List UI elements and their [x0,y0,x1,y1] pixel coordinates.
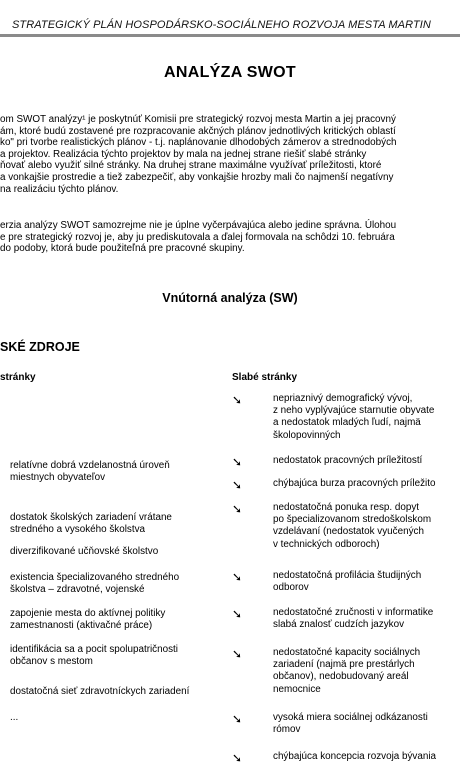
item-line: chýbajúca koncepcia rozvoja bývania [273,751,437,762]
arrow-bullet-icon: ➘ [232,751,243,765]
strength-item [10,686,189,698]
sub-heading: SKÉ ZDROJE [0,340,80,354]
header-rule [0,34,460,37]
item-line: z neho vyplývajúce starnutie obyvate [273,405,435,417]
item-line: vysoká miera sociálnej odkázanosti [273,712,428,723]
weakness-item [273,570,421,594]
item-line: zariadení (najmä pre prestárlych [273,659,415,671]
strength-item [10,512,172,536]
intro-paragraph-2 [0,220,460,255]
weakness-item [273,455,422,467]
item-line: existencia špecializovaného stredného [10,572,180,583]
item-line: občanov), nedobudovaný areál [273,671,409,683]
item-line: nedostatočné zručnosti v informatike [273,607,434,618]
strength-item [10,644,178,668]
weakness-item [273,502,431,551]
paragraph-line: ám, ktoré budú zostavené pre rozpracovanie akčných plánov jednotlivých kritických oblastí [0,125,396,137]
item-line: ... [10,712,19,723]
arrow-bullet-icon: ➘ [232,647,243,661]
section-heading: Vnútorná analýza (SW) [162,291,298,305]
paragraph-line: e pre strategický rozvoj je, aby ju prediskutovala a ďalej formovala na schôdzi 10. februára [0,231,395,243]
strength-item [10,546,158,558]
item-line: relatívne dobrá vzdelanostná úroveň [10,460,170,471]
item-line: nemocnice [273,683,321,695]
arrow-bullet-icon: ➘ [232,455,243,469]
weakness-item [273,478,435,490]
weakness-item [273,751,436,763]
item-line: zapojenie mesta do aktívnej politiky [10,608,166,619]
arrow-bullet-icon: ➘ [232,393,243,407]
item-line: miestnych obyvateľov [10,472,106,484]
strengths-header: stránky [0,372,36,383]
item-line: nedostatočné kapacity sociálnych [273,647,421,658]
paragraph-line: a projektov. Realizácia týchto projektov by mala na jednej strane riešiť slabé stránky [0,148,367,160]
arrow-bullet-icon: ➘ [232,478,243,492]
weakness-item [273,712,428,736]
paragraph-line: erzia analýzy SWOT samozrejme nie je úplne vyčerpávajúca alebo jedine správna. Úlohou [0,220,397,231]
item-line: stredného a vysokého školstva [10,524,146,536]
arrow-bullet-icon: ➘ [232,607,243,621]
item-line: slabá znalosť cudzích jazykov [273,619,405,631]
arrow-bullet-icon: ➘ [232,570,243,584]
arrow-bullet-icon: ➘ [232,712,243,726]
weakness-item [273,647,420,696]
item-line: nepriaznivý demografický vývoj, [273,393,413,404]
item-line: diverzifikované učňovské školstvo [10,546,159,557]
paragraph-line: om SWOT analýzy¹ je poskytnúť Komisii pre strategický rozvoj mesta Martin a jej pracovný [0,114,396,125]
document-title: ANALÝZA SWOT [164,64,296,81]
item-line: nedostatočná profilácia študijných [273,570,422,581]
item-line: občanov s mestom [10,656,93,668]
item-line: dostatočná sieť zdravotníckych zariadení [10,686,190,697]
strength-item [10,608,165,632]
item-line: nedostatočná ponuka resp. dopyt [273,502,420,513]
strength-item [10,460,170,484]
item-line: nedostatok pracovných príležitostí [273,455,423,466]
arrow-bullet-icon: ➘ [232,502,243,516]
item-line: rómov [273,724,301,736]
paragraph-line: na realizáciu týchto plánov. [0,183,119,195]
item-line: zamestnanosti (aktivačné práce) [10,620,153,632]
weakness-item [273,607,433,631]
item-line: po špecializovanom stredoškolskom [273,514,432,526]
item-line: odborov [273,582,309,594]
item-line: identifikácia sa a pocit spolupatričnosti [10,644,178,655]
intro-paragraph-1 [0,114,460,195]
strength-item [10,572,179,596]
paragraph-line: ko" pri tvorbe realistických plánov - t.j. naplánovanie dlhodobých zámerov a strednodobých [0,137,397,149]
weaknesses-header: Slabé stránky [232,372,298,383]
paragraph-line: ňovať alebo využiť silné stránky. Na druhej strane maximálne využívať príležitosti, ktoré [0,160,382,172]
paragraph-line: a vonkajšie prostredie a tiež zabezpečiť, aby vonkajšie hrozby mali čo najmenší negatívny [0,171,394,183]
weakness-item [273,393,434,442]
item-line: chýbajúca burza pracovných príležito [273,478,436,489]
item-line: dostatok školských zariadení vrátane [10,512,172,523]
item-line: školopovinných [273,429,341,441]
item-line: vzdelávaní (nedostatok vyučených [273,526,424,538]
item-line: školstva – zdravotné, vojenské [10,584,145,596]
paragraph-line: do podoby, ktorá bude použiteľná pre pracovné skupiny. [0,243,245,255]
item-line: v technických odboroch) [273,538,380,550]
strength-item [10,712,18,724]
item-line: a nedostatok mladých ľudí, najmä [273,417,421,429]
running-header: STRATEGICKÝ PLÁN HOSPODÁRSKO-SOCIÁLNEHO ROZVOJA MESTA MARTIN [12,19,431,31]
